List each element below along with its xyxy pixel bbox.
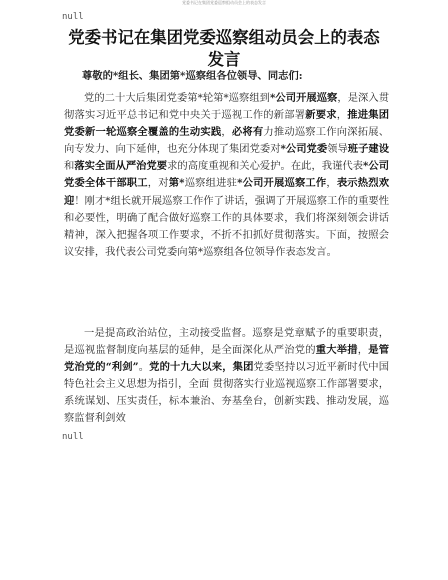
text-run: ！刚才*组长就开展巡察工作作了讲话，强调了开展巡察工作的重要性和必要性，明确了配合做好巡察工作的具体要求，我们将深刻领会讲话精神，深入把握各项工作要求，不折不扣抓好贯彻落实。下面，按照会议安排，我代表公司党委向第*巡察组各位领导作表态发言。 (64, 194, 390, 258)
bold-text-run: 是管党治党的“利剑” (64, 344, 390, 374)
document-title: 党委书记在集团党委巡察组动员会上的表态发言 (68, 28, 380, 69)
bold-text-run: 表示热烈欢迎 (64, 177, 390, 207)
text-run: ， (357, 344, 369, 357)
bold-text-run: 必将有 (231, 126, 264, 139)
bold-text-run: 党的十九大以来，集团 (149, 361, 254, 374)
text-run: 巡察组进驻 (184, 177, 238, 190)
paragraph-2 (64, 325, 389, 428)
text-run: ， (336, 109, 348, 122)
bold-text-run: 落实全面从严治党要 (74, 160, 168, 173)
null-tag-bottom: null (62, 432, 84, 442)
bold-text-run: 新要求 (305, 109, 337, 122)
text-run: 。 (138, 361, 150, 374)
salutation: 尊敬的*组长、集团第*巡察组各位领导、同志们: (82, 70, 303, 82)
null-tag-top: null (62, 12, 84, 22)
text-run: 力推动巡察工作向深拓展、向专发力、向下延伸，也充分体现了集团党委对 (64, 126, 390, 156)
text-run: 领导 (327, 143, 348, 156)
bold-text-run: 第* (168, 177, 185, 190)
top-banner: 党委书记在集团党委巡察组动员会上的表态发言 (182, 0, 266, 5)
bold-text-run: *公司党委 (280, 143, 328, 156)
text-run: ， (326, 177, 337, 190)
text-run: 求的高度重视和关心爱护。在此，我谨代表 (167, 160, 363, 173)
text-run: 党的二十大后集团党委第*轮第*巡察组到 (84, 92, 270, 104)
bold-text-run: *公司开展巡察工作 (237, 177, 327, 190)
text-run: 一是提高政治站位，主动接受监督。巡察是党章赋予的重要职责，是巡视监督制度向基层的延伸，是全面深化从严治党的 (64, 327, 389, 357)
bold-text-run: 推进集团党委新一轮巡察全覆盖的生动实践 (64, 109, 390, 139)
text-run: ， (221, 126, 232, 139)
paragraph-1 (64, 90, 389, 261)
bold-text-run: 班子建设 (347, 143, 390, 156)
text-run: 和 (64, 160, 75, 173)
bold-text-run: *公司开展巡察 (269, 92, 338, 104)
bold-text-run: 重大举措 (315, 344, 358, 357)
text-run: ，是深入贯彻落实习近平总书记和党中央关于巡视工作的新部署 (64, 92, 390, 122)
bold-text-run: *公司党委全体干部职工 (64, 160, 390, 190)
text-run: ，对 (147, 177, 169, 190)
text-run: 党委坚持以习近平新时代中国特色社会主义思想为指引，全面 贯彻落实行业巡视巡察工作部署要求，系统谋划、压实责任，标本兼治、夯基垒台，创新实践、推动发展，巡察监督利剑效 (64, 361, 390, 425)
